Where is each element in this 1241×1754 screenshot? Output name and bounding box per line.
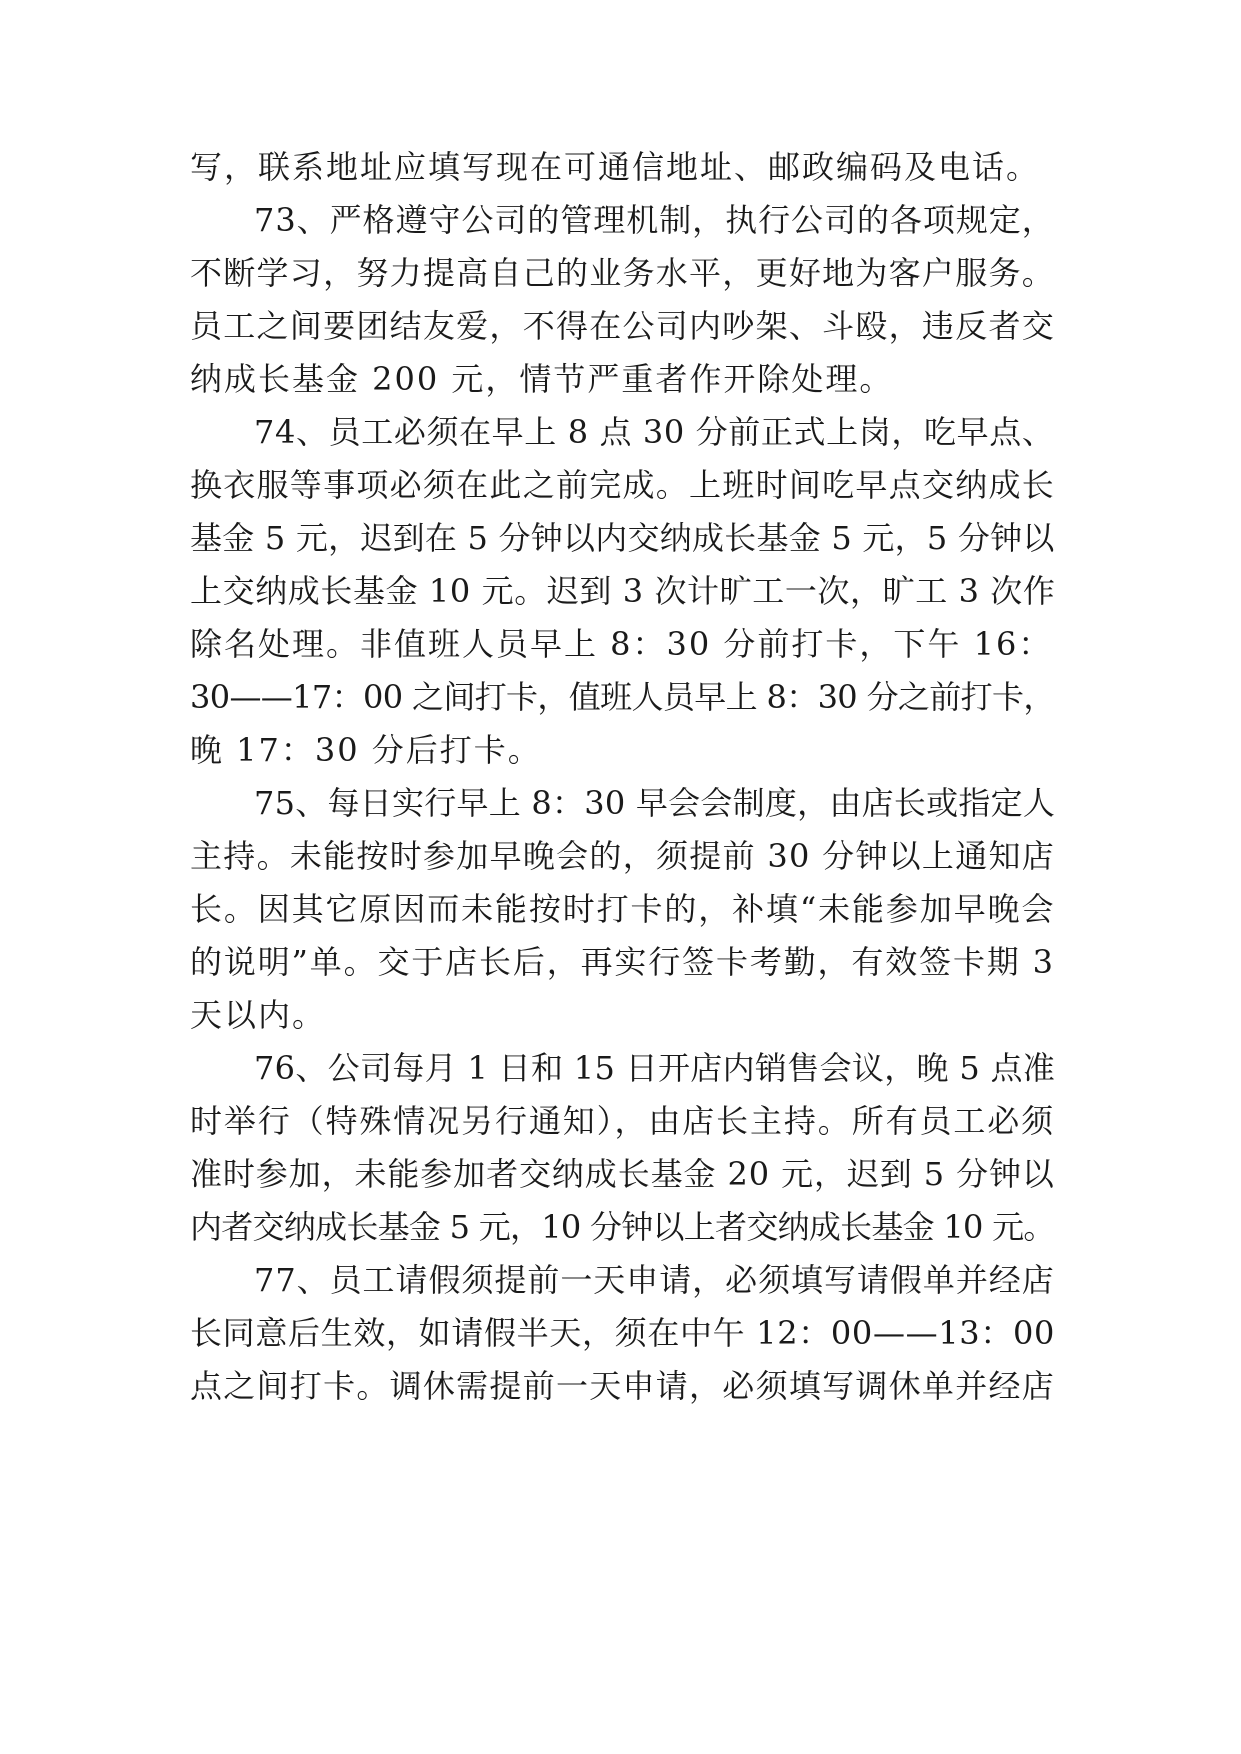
text-line: 员工之间要团结友爱，不得在公司内吵架、斗殴，违反者交 <box>190 307 1056 345</box>
text-line: 基金 5 元，迟到在 5 分钟以内交纳成长基金 5 元，5 分钟以 <box>190 519 1055 557</box>
text-line: 内者交纳成长基金 5 元，10 分钟以上者交纳成长基金 10 元。 <box>190 1208 1055 1246</box>
text-line: 上交纳成长基金 10 元。迟到 3 次计旷工一次，旷工 3 次作 <box>190 572 1056 610</box>
text-line: 长。因其它原因而未能按时打卡的，补填“未能参加早晚会 <box>190 890 1056 928</box>
text-line: 准时参加，未能参加者交纳成长基金 20 元，迟到 5 分钟以 <box>190 1155 1055 1193</box>
text-line: 点之间打卡。调休需提前一天申请，必须填写调休单并经店 <box>190 1367 1056 1405</box>
paragraph-74-start: 74、员工必须在早上 8 点 30 分前正式上岗，吃早点、 <box>254 413 1055 451</box>
text-line: 晚 17：30 分后打卡。 <box>190 731 542 769</box>
text-line: 换衣服等事项必须在此之前完成。上班时间吃早点交纳成长 <box>190 466 1056 504</box>
text-line: 除名处理。非值班人员早上 8：30 分前打卡，下午 16： <box>190 625 1053 663</box>
paragraph-75-start: 75、每日实行早上 8：30 早会会制度，由店长或指定人 <box>254 784 1056 822</box>
text-line: 的说明”单。交于店长后，再实行签卡考勤，有效签卡期 3 <box>190 943 1055 981</box>
paragraph-76-start: 76、公司每月 1 日和 15 日开店内销售会议，晚 5 点准 <box>254 1049 1056 1087</box>
paragraph-77-start: 77、员工请假须提前一天申请，必须填写请假单并经店 <box>254 1261 1055 1299</box>
text-line: 不断学习，努力提高自己的业务水平，更好地为客户服务。 <box>190 254 1056 292</box>
text-line: 长同意后生效，如请假半天，须在中午 12：00——13：00 <box>190 1314 1056 1352</box>
text-line: 天以内。 <box>190 996 327 1034</box>
paragraph-73-start: 73、严格遵守公司的管理机制，执行公司的各项规定， <box>254 201 1055 239</box>
text-line: 时举行（特殊情况另行通知），由店长主持。所有员工必须 <box>190 1102 1056 1140</box>
text-line: 主持。未能按时参加早晚会的，须提前 30 分钟以上通知店 <box>190 837 1056 875</box>
text-line: 写，联系地址应填写现在可通信地址、邮政编码及电话。 <box>190 148 1041 186</box>
text-line: 30——17：00 之间打卡，值班人员早上 8：30 分之前打卡， <box>190 678 1055 716</box>
text-line: 纳成长基金 200 元，情节严重者作开除处理。 <box>190 360 894 398</box>
